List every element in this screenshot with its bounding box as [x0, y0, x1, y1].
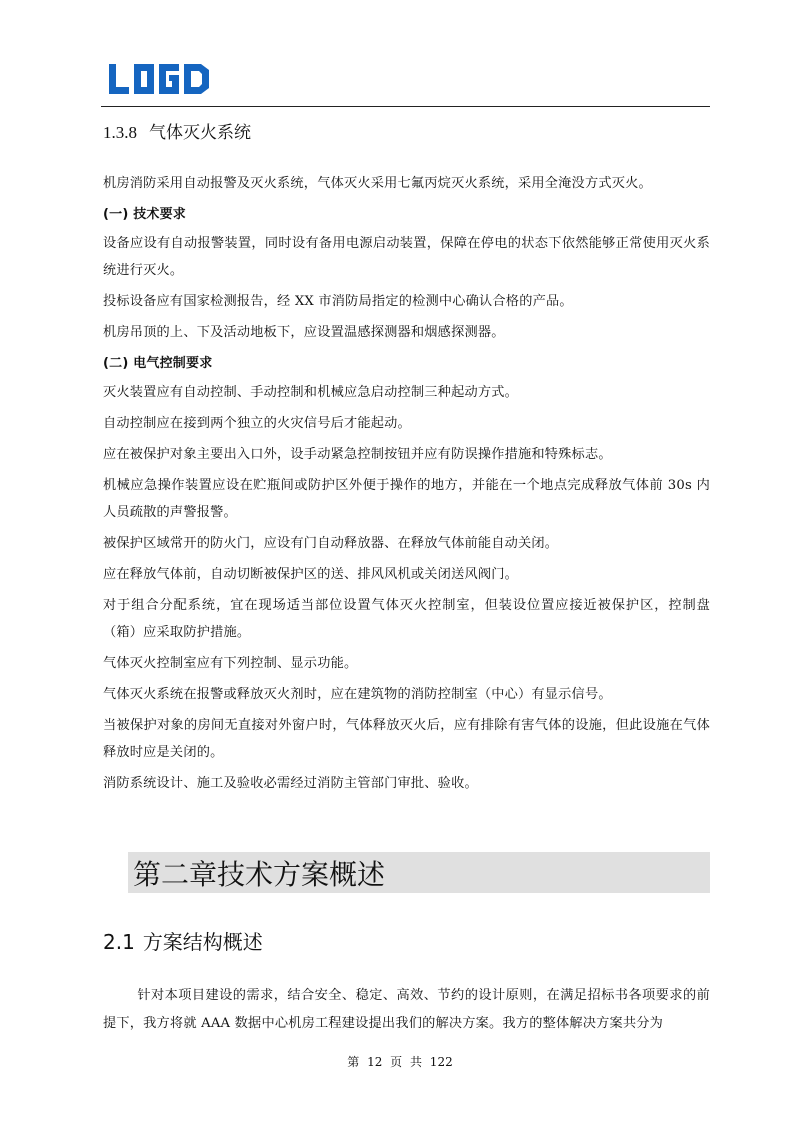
paragraph: 灭火装置应有自动控制、手动控制和机械应急启动控制三种起动方式。 [103, 385, 519, 400]
paragraph: 投标设备应有国家检测报告，经 XX 市消防局指定的检测中心确认合格的产品。 [103, 294, 573, 309]
logo-image [109, 64, 209, 94]
header-rule [101, 106, 710, 107]
paragraph: 自动控制应在接到两个独立的火灾信号后才能起动。 [103, 416, 411, 431]
paragraph: 当被保护对象的房间无直接对外窗户时，气体释放灭火后，应有排除有害气体的设施，但此设施在气体释放时应是关闭的。 [103, 718, 710, 760]
paragraph: 对于组合分配系统，宜在现场适当部位设置气体灭火控制室，但装设位置应接近被保护区，控制盘（箱）应采取防护措施。 [103, 598, 710, 640]
section-body [103, 170, 710, 801]
paragraph: 被保护区域常开的防火门，应设有门自动释放器、在释放气体前能自动关闭。 [103, 536, 559, 551]
subheading: (一) 技术要求 [103, 207, 187, 222]
paragraph: 消防系统设计、施工及验收必需经过消防主管部门审批、验收。 [103, 776, 478, 791]
paragraph: 机械应急操作装置应设在贮瓶间或防护区外便于操作的地方，并能在一个地点完成释放气体前 30s 内人员疏散的声警报警。 [103, 478, 710, 520]
paragraph: 气体灭火控制室应有下列控制、显示功能。 [103, 656, 358, 671]
subheading: (二) 电气控制要求 [103, 356, 213, 371]
section-number: 1.3.8 [103, 123, 137, 142]
page-footer: 第 12 页 共 122 [347, 1055, 453, 1069]
chapter-title: 第二章技术方案概述 [133, 857, 386, 891]
paragraph: 气体灭火系统在报警或释放灭火剂时，应在建筑物的消防控制室（中心）有显示信号。 [103, 687, 612, 702]
paragraph: 应在释放气体前，自动切断被保护区的送、排风风机或关闭送风阀门。 [103, 567, 519, 582]
paragraph: 应在被保护对象主要出入口外，设手动紧急控制按钮并应有防误操作措施和特殊标志。 [103, 447, 612, 462]
subsection-number: 2.1 [103, 930, 135, 954]
chapter-heading [128, 852, 710, 893]
intro-paragraph: 针对本项目建设的需求，结合安全、稳定、高效、节约的设计原则，在满足招标书各项要求的前提下，我方将就 AAA 数据中心机房工程建设提出我们的解决方案。我方的整体解决方案共分为 [103, 988, 710, 1031]
subsection-heading [103, 926, 263, 955]
section-heading [103, 118, 251, 143]
section-title: 气体灭火系统 [149, 123, 251, 143]
paragraph: 机房消防采用自动报警及灭火系统，气体灭火采用七氟丙烷灭火系统，采用全淹没方式灭火。 [103, 176, 652, 191]
paragraph: 设备应设有自动报警装置，同时设有备用电源启动装置，保障在停电的状态下依然能够正常使用灭火系统进行灭火。 [103, 236, 710, 278]
paragraph: 机房吊顶的上、下及活动地板下，应设置温感探测器和烟感探测器。 [103, 325, 505, 340]
subsection-title: 方案结构概述 [142, 930, 263, 954]
logo [109, 62, 209, 96]
